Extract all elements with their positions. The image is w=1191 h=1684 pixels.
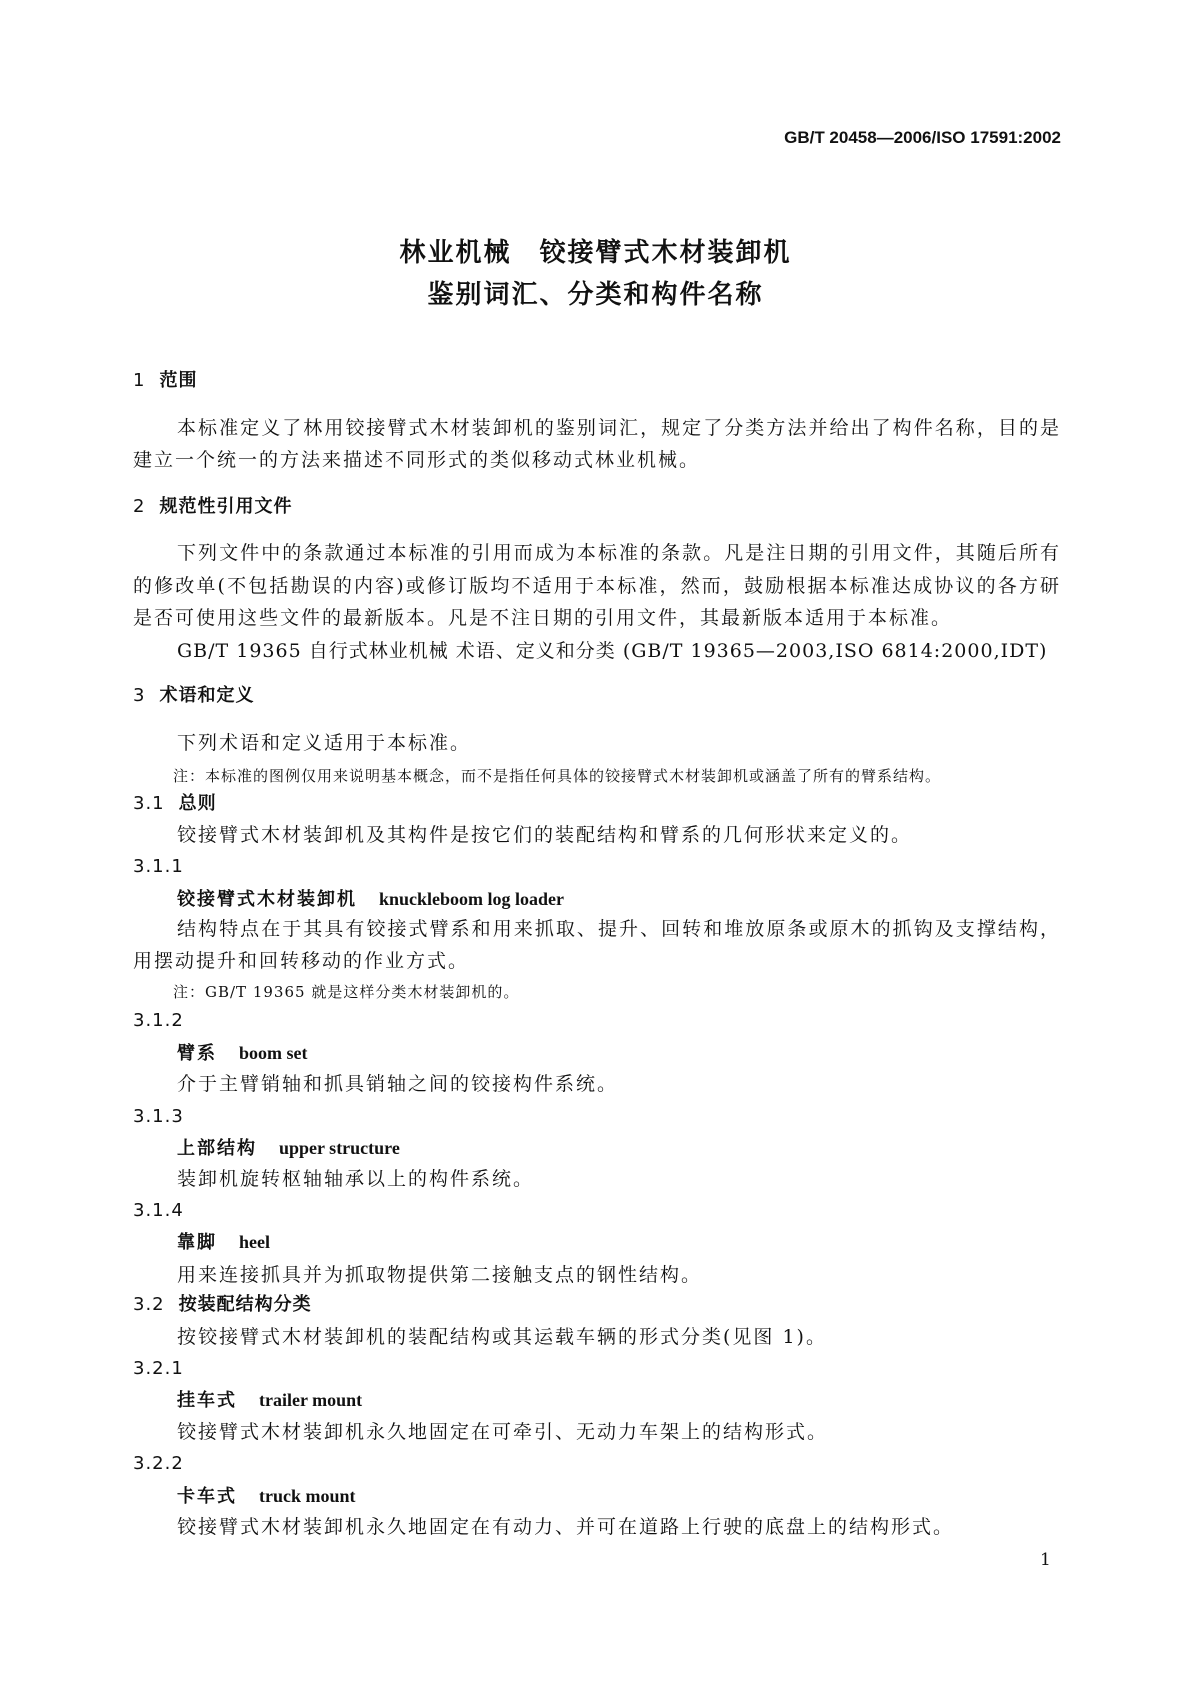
definition-line: 铰接臂式木材装卸机永久地固定在有动力、并可在道路上行驶的底盘上的结构形式。 (177, 1516, 955, 1538)
term-en: boom set (239, 1043, 308, 1063)
term (177, 1042, 308, 1065)
clause-number: 3.1.1 (133, 856, 184, 877)
definition-line: 用摆动提升和回转移动的作业方式。 (133, 950, 470, 972)
section-3-2-heading (133, 1294, 312, 1316)
clause-number: 3.2.2 (133, 1453, 184, 1474)
section-number: 2 (133, 496, 146, 517)
section-title: 规范性引用文件 (159, 496, 293, 517)
term (177, 888, 564, 911)
section-title: 总则 (178, 793, 217, 814)
paragraph-line: 本标准定义了林用铰接臂式木材装卸机的鉴别词汇，规定了分类方法并给出了构件名称，目的是 (177, 417, 1061, 439)
clause-number: 3.2.1 (133, 1358, 184, 1379)
clause-number: 3.1.2 (133, 1010, 184, 1031)
definition-line: 用来连接抓具并为抓取物提供第二接触支点的钢性结构。 (177, 1264, 703, 1286)
term (177, 1485, 356, 1508)
page-number: 1 (1040, 1550, 1051, 1570)
section-3-heading (133, 685, 254, 707)
clause-number: 3.1.3 (133, 1106, 184, 1127)
section-title: 术语和定义 (159, 685, 255, 706)
section-number: 3.1 (133, 793, 165, 814)
section-title: 范围 (159, 370, 198, 391)
section-title: 按装配结构分类 (178, 1294, 312, 1315)
definition-line: 装卸机旋转枢轴轴承以上的构件系统。 (177, 1168, 535, 1190)
paragraph-line: 是否可使用这些文件的最新版本。凡是不注日期的引用文件，其最新版本适用于本标准。 (133, 607, 953, 629)
paragraph-line: 下列文件中的条款通过本标准的引用而成为本标准的条款。凡是注日期的引用文件，其随后所有 (177, 542, 1061, 564)
note: 注：GB/T 19365 就是这样分类木材装卸机的。 (173, 983, 520, 1001)
term-en: knuckleboom log loader (379, 889, 565, 909)
term (177, 1231, 270, 1254)
document-title-line1: 林业机械 铰接臂式木材装卸机 (399, 238, 792, 268)
paragraph-line: 建立一个统一的方法来描述不同形式的类似移动式林业机械。 (133, 449, 701, 471)
definition-line: 铰接臂式木材装卸机永久地固定在可牵引、无动力车架上的结构形式。 (177, 1421, 829, 1443)
paragraph-line: 铰接臂式木材装卸机及其构件是按它们的装配结构和臂系的几何形状来定义的。 (177, 824, 913, 846)
term-zh: 挂车式 (177, 1390, 237, 1411)
clause-number: 3.1.4 (133, 1200, 184, 1221)
standard-number: GB/T 20458—2006/ISO 17591:2002 (784, 128, 1061, 147)
term-zh: 靠脚 (177, 1232, 217, 1253)
term-zh: 臂系 (177, 1043, 217, 1064)
section-3-1-heading (133, 793, 217, 815)
term-en: upper structure (279, 1138, 400, 1158)
paragraph-line: 的修改单(不包括勘误的内容)或修订版均不适用于本标准，然而，鼓励根据本标准达成协议的各方研 (133, 575, 1061, 597)
term-zh: 卡车式 (177, 1486, 237, 1507)
definition-line: 介于主臂销轴和抓具销轴之间的铰接构件系统。 (177, 1073, 619, 1095)
paragraph-line: 按铰接臂式木材装卸机的装配结构或其运载车辆的形式分类(见图 1)。 (177, 1326, 827, 1348)
term (177, 1137, 400, 1160)
note: 注：本标准的图例仅用来说明基本概念，而不是指任何具体的铰接臂式木材装卸机或涵盖了所有的臂系结构。 (173, 767, 942, 785)
term-zh: 上部结构 (177, 1138, 257, 1159)
term-zh: 铰接臂式木材装卸机 (177, 889, 357, 910)
section-number: 3.2 (133, 1294, 165, 1315)
section-number: 1 (133, 370, 146, 391)
term (177, 1389, 362, 1412)
paragraph-line: 下列术语和定义适用于本标准。 (177, 732, 472, 754)
section-2-heading (133, 496, 292, 518)
normative-reference: GB/T 19365 自行式林业机械 术语、定义和分类 (GB/T 19365—2003,ISO 6814:2000,IDT) (177, 640, 1048, 662)
term-en: trailer mount (259, 1390, 363, 1410)
term-en: heel (239, 1232, 270, 1252)
definition-line: 结构特点在于其具有铰接式臂系和用来抓取、提升、回转和堆放原条或原木的抓钩及支撑结构， (177, 918, 1061, 940)
term-en: truck mount (259, 1486, 356, 1506)
section-1-heading (133, 370, 197, 392)
section-number: 3 (133, 685, 146, 706)
document-title-line2: 鉴别词汇、分类和构件名称 (427, 280, 764, 310)
